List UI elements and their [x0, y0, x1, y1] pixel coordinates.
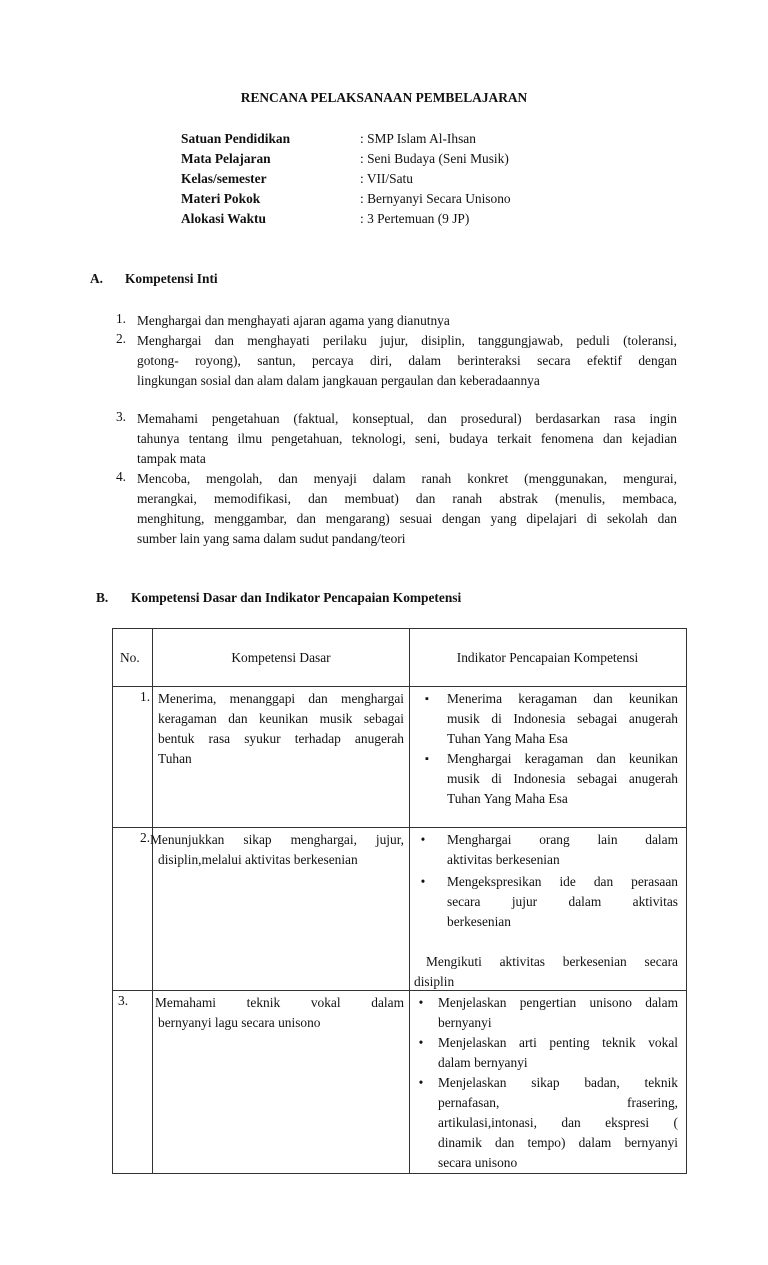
kd-line: bentuk rasa syukur terhadap anugerah: [158, 731, 404, 746]
col-divider: [409, 628, 410, 1174]
kd-cell: [155, 993, 404, 1033]
kd-line: Menerima, menanggapi dan menghargai: [158, 691, 404, 706]
ki-line: Mencoba, mengolah, dan menyaji dalam ranah konkret (menggunakan, mengurai,: [137, 471, 677, 486]
indicator-line: berkesenian: [447, 914, 511, 929]
indicator-item: [447, 830, 678, 870]
bullet-icon: •: [418, 1075, 424, 1090]
indicator-line: Tuhan Yang Maha Esa: [447, 731, 568, 746]
kd-line: bernyanyi lagu secara unisono: [158, 1015, 321, 1030]
indicator-line: disiplin: [414, 974, 455, 989]
section-b-letter: B.: [96, 590, 109, 605]
ki-line: merangkai, memodifikasi, dan membuat) dan ranah abstrak (menulis, membaca,: [137, 491, 677, 506]
info-value-satuan: : SMP Islam Al-Ihsan: [360, 131, 476, 146]
indicator-line: Menerima keragaman dan keunikan: [447, 691, 678, 706]
square-bullet-icon: ▪: [425, 693, 429, 705]
info-label-kelas: Kelas/semester: [181, 171, 267, 186]
ki-line: sumber lain yang sama dalam sudut pandang/teori: [137, 531, 406, 546]
row-number: 3.: [118, 993, 129, 1008]
ki-line: Menghargai dan menghayati perilaku jujur, disiplin, tanggungjawab, peduli (toleransi,: [137, 333, 677, 348]
col-divider: [152, 628, 153, 1174]
row-divider: [112, 827, 687, 828]
ki-line: Memahami pengetahuan (faktual, konseptual, dan prosedural) berdasarkan rasa ingin: [137, 411, 677, 426]
indicator-line: musik di Indonesia sebagai anugerah: [447, 771, 678, 786]
indicator-line: dinamik dan tempo) dalam bernyanyi: [438, 1135, 678, 1150]
table-header-no: No.: [120, 650, 140, 665]
ki-item: [137, 469, 677, 549]
document-title: RENCANA PELAKSANAAN PEMBELAJARAN: [240, 90, 528, 105]
ki-number: 2.: [115, 331, 126, 346]
indicator-extra: [414, 952, 678, 992]
indicator-line: Menjelaskan sikap badan, teknik: [438, 1075, 678, 1090]
indicator-line: musik di Indonesia sebagai anugerah: [447, 711, 678, 726]
kd-line: Memahami teknik vokal dalam: [155, 995, 404, 1010]
indicator-line: Menjelaskan arti penting teknik vokal: [438, 1035, 678, 1050]
kd-line: Menunjukkan sikap menghargai, jujur,: [150, 832, 404, 847]
kd-line: disiplin,melalui aktivitas berkesenian: [158, 852, 358, 867]
indicator-line: Menghargai orang lain dalam: [447, 832, 678, 847]
row-divider: [112, 686, 687, 687]
info-label-mapel: Mata Pelajaran: [181, 151, 271, 166]
table-header-kd: Kompetensi Dasar: [231, 650, 331, 665]
ki-item: [137, 311, 677, 331]
indicator-line: bernyanyi: [438, 1015, 492, 1030]
indicator-item: [447, 689, 678, 749]
indicator-line: Tuhan Yang Maha Esa: [447, 791, 568, 806]
row-number: 1.: [140, 689, 151, 704]
ki-item: [137, 409, 677, 469]
info-value-materi: : Bernyanyi Secara Unisono: [360, 191, 511, 206]
kd-line: Tuhan: [158, 751, 192, 766]
row-number: 2.: [140, 830, 151, 845]
info-label-materi: Materi Pokok: [181, 191, 261, 206]
indicator-item: [447, 749, 678, 809]
info-value-alokasi: : 3 Pertemuan (9 JP): [360, 211, 470, 226]
ki-line: tahunya tentang ilmu pengetahuan, teknologi, seni, budaya terkait fenomena dan kejadian: [137, 431, 677, 446]
info-label-alokasi: Alokasi Waktu: [181, 211, 266, 226]
kd-cell: [150, 830, 404, 870]
bullet-icon: •: [418, 1035, 424, 1050]
indicator-item: [438, 993, 678, 1033]
info-value-mapel: : Seni Budaya (Seni Musik): [360, 151, 509, 166]
indicator-item: [438, 1033, 678, 1073]
square-bullet-icon: ▪: [425, 753, 429, 765]
ki-line: menghitung, menggambar, dan mengarang) sesuai dengan yang dipelajari di sekolah dan: [137, 511, 677, 526]
table-header-indikator: Indikator Pencapaian Kompetensi: [456, 650, 639, 665]
section-a-letter: A.: [90, 271, 104, 286]
indicator-line: Mengikuti aktivitas berkesenian secara: [426, 954, 678, 969]
indicator-line: secara unisono: [438, 1155, 518, 1170]
ki-item: [137, 331, 677, 391]
info-label-satuan: Satuan Pendidikan: [181, 131, 291, 146]
ki-number: 3.: [115, 409, 126, 424]
bullet-icon: •: [420, 832, 426, 847]
ki-line: Menghargai dan menghayati ajaran agama yang dianutnya: [137, 313, 450, 328]
indicator-line: Mengekspresikan ide dan perasaan: [447, 874, 678, 889]
kd-line: keragaman dan keunikan musik sebagai: [158, 711, 404, 726]
ki-line: lingkungan sosial dan alam dalam jangkauan pergaulan dan keberadaannya: [137, 373, 540, 388]
indicator-line: Menghargai keragaman dan keunikan: [447, 751, 678, 766]
ki-number: 4.: [115, 469, 126, 484]
ki-line: tampak mata: [137, 451, 206, 466]
ki-number: 1.: [115, 311, 126, 326]
kd-cell: [158, 689, 404, 769]
indicator-line: dalam bernyanyi: [438, 1055, 528, 1070]
indicator-item: [447, 872, 678, 932]
section-a-title: Kompetensi Inti: [125, 271, 218, 286]
section-b-title: Kompetensi Dasar dan Indikator Pencapaian Kompetensi: [131, 590, 462, 605]
indicator-line: Menjelaskan pengertian unisono dalam: [438, 995, 678, 1010]
ki-line: gotong- royong), santun, percaya diri, dalam berinteraksi secara efektif dengan: [137, 353, 677, 368]
info-value-kelas: : VII/Satu: [360, 171, 413, 186]
indicator-line: pernafasan, frasering,: [438, 1095, 678, 1110]
indicator-item: [438, 1073, 678, 1173]
indicator-line: secara jujur dalam aktivitas: [447, 894, 678, 909]
bullet-icon: •: [420, 874, 426, 889]
indicator-line: aktivitas berkesenian: [447, 852, 560, 867]
indicator-line: artikulasi,intonasi, dan ekspresi (: [438, 1115, 678, 1130]
bullet-icon: •: [418, 995, 424, 1010]
